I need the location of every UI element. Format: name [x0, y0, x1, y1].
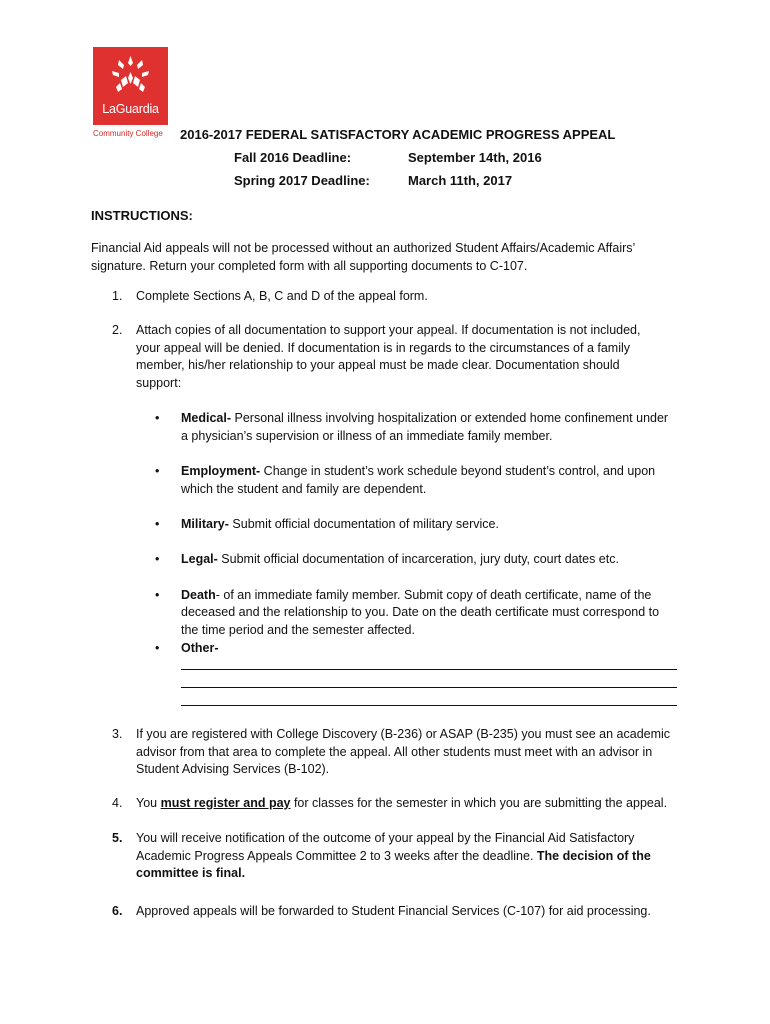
bullet-label: Employment- [181, 464, 261, 478]
item-text-line-1: You will receive notification of the outcome of your appeal by the Financial Aid Satisfactory [136, 831, 635, 845]
item-number: 1. [112, 289, 123, 303]
bullet-text: Submit official documentation of incarceration, jury duty, court dates etc. [217, 552, 619, 566]
bullet-text-line-1: - of an immediate family member. Submit copy of death certificate, name of the [215, 588, 652, 602]
item-emphasis: must register and pay [160, 796, 291, 810]
item-text-line-1: Attach copies of all documentation to support your appeal. If documentation is not included, [136, 323, 641, 337]
item-text-line-3: committee is final. [136, 866, 246, 880]
bullet-label: Military- [181, 517, 229, 531]
fall-deadline-label: Fall 2016 Deadline: [234, 150, 352, 165]
item-number: 3. [112, 727, 123, 741]
instructions-heading: INSTRUCTIONS: [91, 208, 193, 223]
item-text: Complete Sections A, B, C and D of the appeal form. [136, 289, 428, 303]
item-text-line-4: support: [136, 376, 182, 390]
item-text-suffix: for classes for the semester in which you are submitting the appeal. [290, 796, 668, 810]
item-bold-text: The decision of the [536, 849, 651, 863]
item-text: Approved appeals will be forwarded to Student Financial Services (C-107) for aid processing. [136, 904, 651, 918]
fall-deadline-date: September 14th, 2016 [408, 150, 542, 165]
bullet-text: Submit official documentation of military service. [228, 517, 499, 531]
spring-deadline-date: March 11th, 2017 [408, 173, 513, 188]
bullet-text-line-1: Change in student’s work schedule beyond student’s control, and upon [260, 464, 656, 478]
bullet-text-line-2: deceased and the relationship to you. Date on the death certificate must correspond to [181, 605, 660, 619]
bullet-text-line-2: a physician’s supervision or illness of an immediate family member. [181, 429, 553, 443]
spring-deadline-row [234, 172, 512, 195]
bullet-dot: • [155, 641, 160, 655]
logo-name: LaGuardia [102, 102, 159, 116]
bullet-text-line-2: which the student and family are dependent. [181, 482, 427, 496]
bullet-label: Legal- [181, 552, 218, 566]
bullet-dot: • [155, 517, 160, 531]
other-blank-line-2[interactable] [181, 687, 677, 688]
bullet-text-line-1: Personal illness involving hospitalization or extended home confinement under [231, 411, 669, 425]
item-text-line-3: Student Advising Services (B-102). [136, 762, 330, 776]
bullet-dot: • [155, 552, 160, 566]
intro-line-1: Financial Aid appeals will not be processed without an authorized Student Affairs/Academic Affairs’ [91, 241, 636, 255]
item-number: 5. [112, 831, 123, 845]
item-text-line-2: your appeal will be denied. If documentation is in regards to the circumstances of a family [136, 341, 631, 355]
item-text-line-3: member, his/her relationship to your appeal must be made clear. Documentation should [136, 358, 620, 372]
item-text-line-2: Academic Progress Appeals Committee 2 to 3 weeks after the deadline. [136, 849, 537, 863]
intro-line-2: signature. Return your completed form with all supporting documents to C-107. [91, 259, 528, 273]
fall-deadline-row [234, 149, 542, 172]
bullet-dot: • [155, 411, 160, 425]
other-blank-line-1[interactable] [181, 669, 677, 670]
item-number: 4. [112, 796, 123, 810]
item-number: 6. [112, 904, 123, 918]
college-logo [93, 47, 168, 125]
item-text-prefix: You [136, 796, 161, 810]
bullet-text-line-3: the time period and the semester affected. [181, 623, 415, 637]
bullet-dot: • [155, 588, 160, 602]
logo-subname: Community College [93, 129, 163, 138]
item-text-line-2: advisor from that area to complete the appeal. All other students must meet with an advisor in [136, 745, 653, 759]
item-number: 2. [112, 323, 123, 337]
item-text-line-1: If you are registered with College Discovery (B-236) or ASAP (B-235) you must see an academic [136, 727, 671, 741]
crown-emblem-icon [108, 54, 153, 99]
bullet-label: Death [181, 588, 216, 602]
spring-deadline-label: Spring 2017 Deadline: [234, 173, 370, 188]
bullet-dot: • [155, 464, 160, 478]
bullet-label: Medical- [181, 411, 232, 425]
bullet-label: Other- [181, 641, 219, 655]
other-blank-line-3[interactable] [181, 705, 677, 706]
document-title: 2016-2017 FEDERAL SATISFACTORY ACADEMIC PROGRESS APPEAL [180, 127, 616, 142]
